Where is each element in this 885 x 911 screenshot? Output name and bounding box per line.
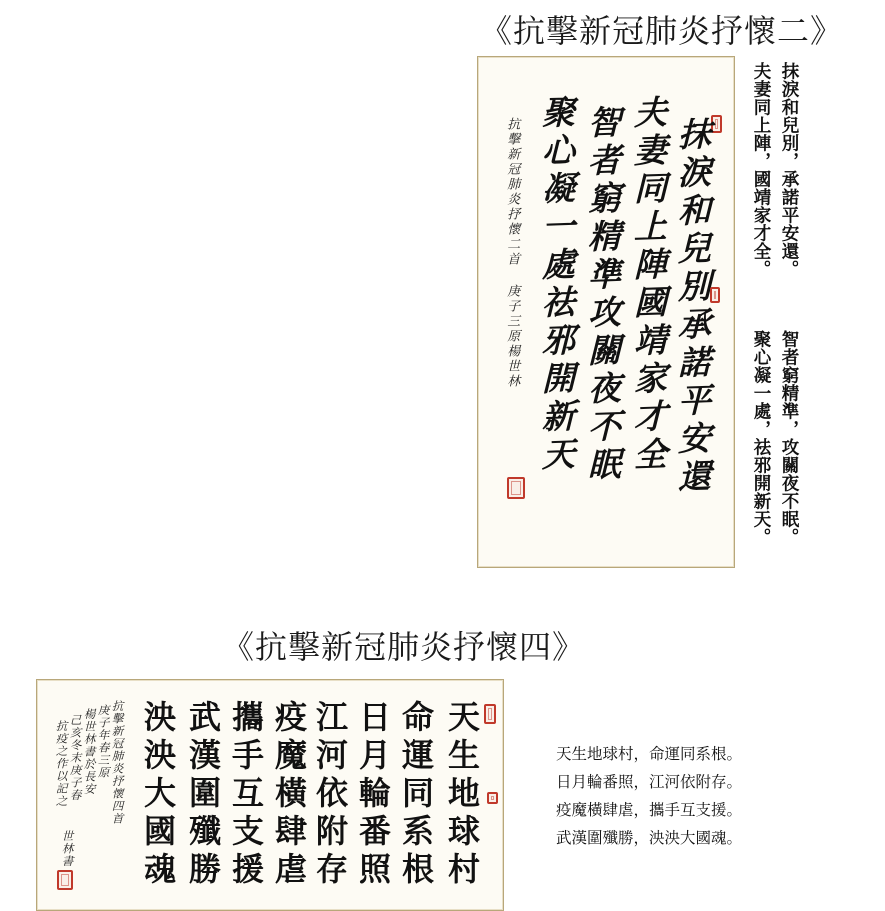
calligraphy-column: 聚心凝一處祛邪開新天 xyxy=(537,94,576,476)
calligraphy-scroll-2 xyxy=(477,56,735,568)
calligraphy-column: 攜手互支援 xyxy=(227,700,265,890)
calligraphy-column: 天生地球村 xyxy=(443,700,481,890)
poem-2-line: 夫妻同上陣，國靖家才全。 xyxy=(751,62,771,278)
seal-icon xyxy=(711,115,722,133)
poem-4-line: 天生地球村，命運同系根。 xyxy=(556,745,743,763)
seal-icon xyxy=(57,870,73,890)
calligraphy-inscription: 楊世林書於長安 xyxy=(82,708,97,796)
poem-2-line: 抹淚和兒別，承諾平安還。 xyxy=(779,62,799,278)
poem-4-line: 日月輪番照，江河依附存。 xyxy=(556,773,743,791)
poem-2-title: 《抗擊新冠肺炎抒懷二》 xyxy=(480,12,844,50)
calligraphy-inscription: 己亥冬末庚子春 xyxy=(68,714,83,802)
calligraphy-column: 智者窮精準攻關夜不眠 xyxy=(583,104,622,486)
seal-icon xyxy=(484,704,496,724)
calligraphy-scroll-4 xyxy=(36,679,504,911)
calligraphy-column: 夫妻同上陣國靖家才全 xyxy=(629,94,668,476)
calligraphy-column: 泱泱大國魂 xyxy=(139,700,177,890)
calligraphy-inscription: 抗疫之作以記之 xyxy=(54,720,69,808)
calligraphy-column: 武漢圍殲勝 xyxy=(184,700,222,890)
calligraphy-inscription: 抗擊新冠肺炎抒懷四首 xyxy=(110,700,125,825)
calligraphy-inscription: 世林書 xyxy=(60,830,75,868)
poem-2-line: 聚心凝一處，祛邪開新天。 xyxy=(751,330,771,546)
seal-icon xyxy=(487,792,498,804)
poem-4-line: 武漢圍殲勝，泱泱大國魂。 xyxy=(556,829,743,847)
seal-icon xyxy=(507,477,525,499)
calligraphy-column: 命運同系根 xyxy=(397,700,435,890)
poem-4-title: 《抗擊新冠肺炎抒懷四》 xyxy=(222,628,586,666)
calligraphy-column: 抹淚和兒別承諾平安還 xyxy=(673,116,712,498)
seal-icon xyxy=(710,287,720,303)
poem-4-line: 疫魔橫肆虐，攜手互支援。 xyxy=(556,801,743,819)
calligraphy-inscription: 抗擊新冠肺炎抒懷二首 庚子三原楊世林 xyxy=(504,117,520,389)
poem-4-text xyxy=(556,740,742,852)
calligraphy-column: 江河依附存 xyxy=(311,700,349,890)
poem-2-line: 智者窮精準，攻關夜不眠。 xyxy=(779,330,799,546)
calligraphy-inscription: 庚子年春三原 xyxy=(96,704,111,779)
calligraphy-column: 日月輪番照 xyxy=(354,700,392,890)
calligraphy-column: 疫魔橫肆虐 xyxy=(270,700,308,890)
